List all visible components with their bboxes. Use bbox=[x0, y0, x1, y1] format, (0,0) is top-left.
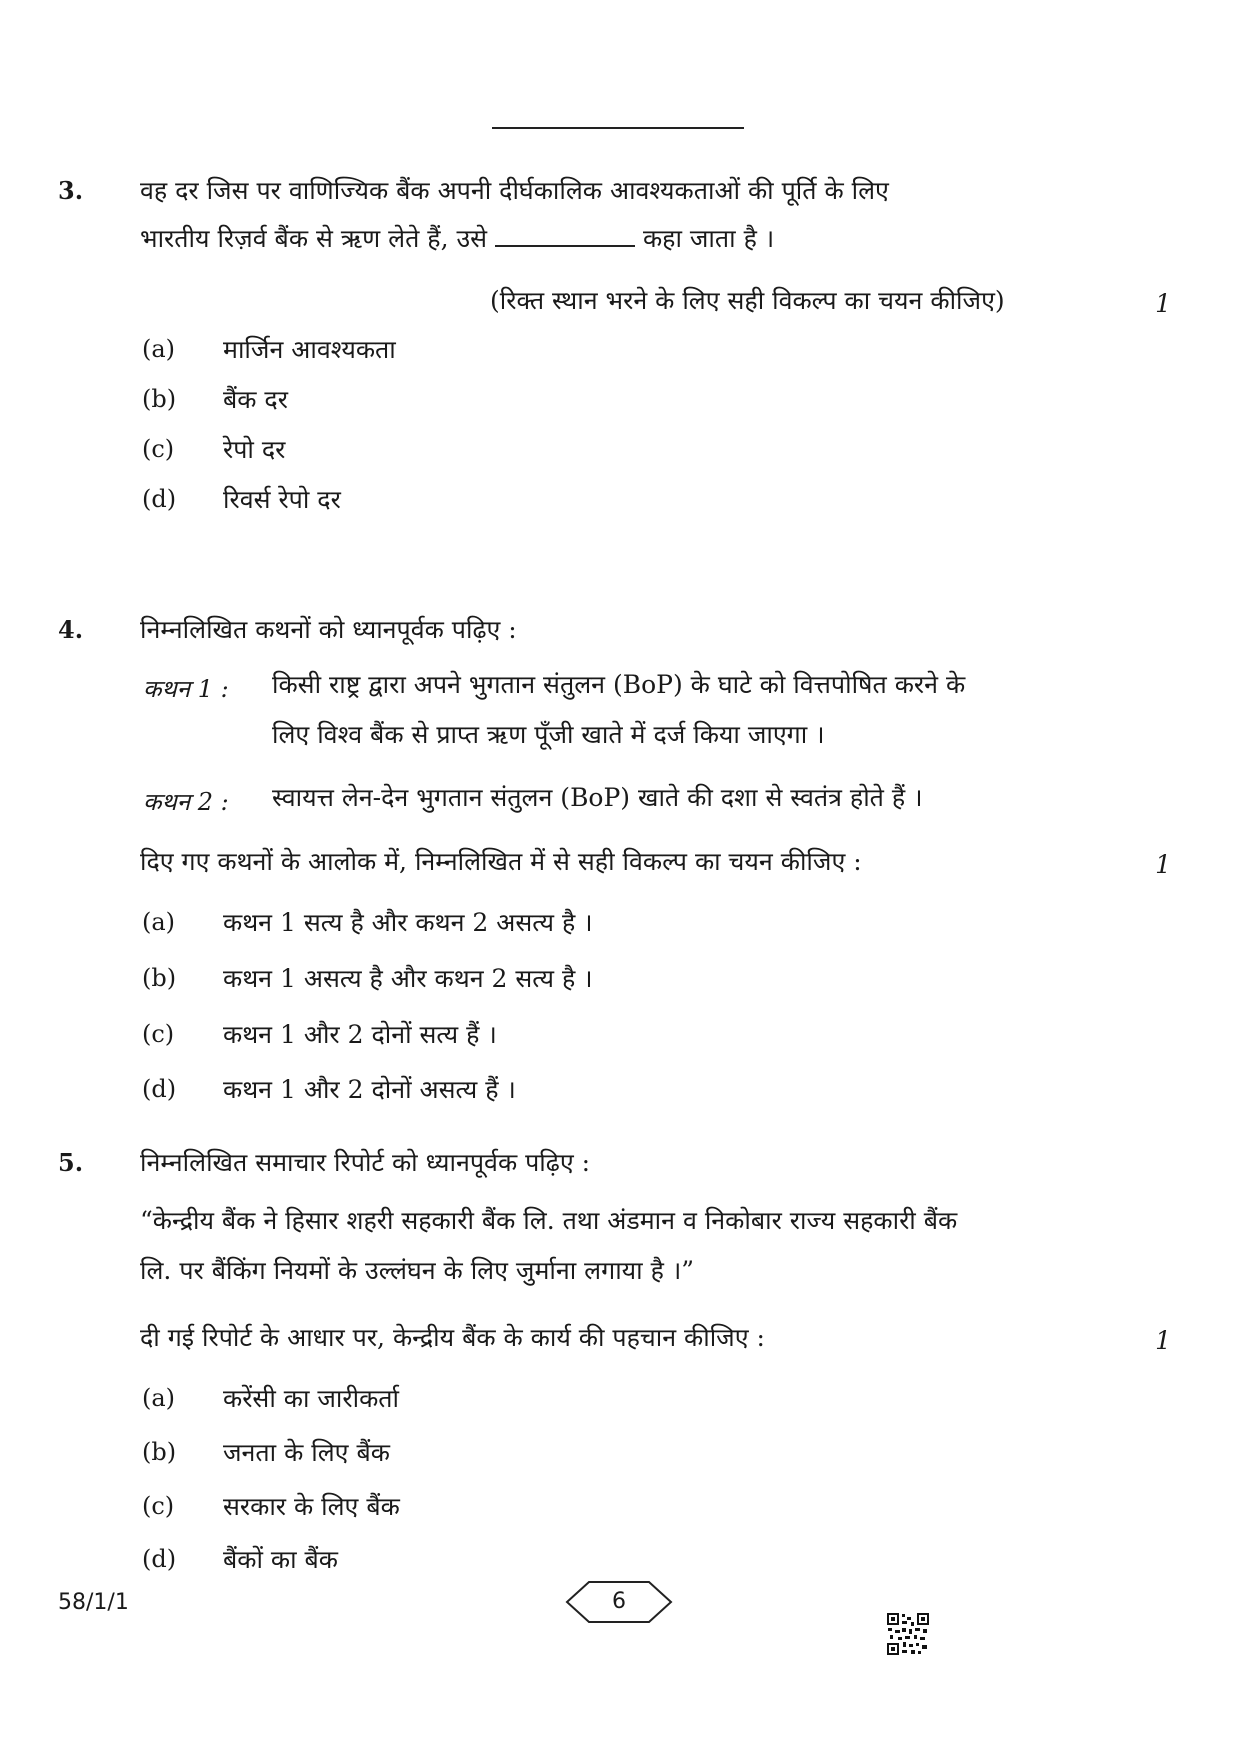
statement-1-line-1: किसी राष्ट्र द्वारा अपने भुगतान संतुलन (BoP) के घाटे को वित्तपोषित करने के bbox=[272, 670, 966, 699]
question-4-option-c-text: कथन 1 और 2 दोनों सत्य हैं । bbox=[223, 1020, 497, 1049]
page-number: 6 bbox=[612, 1589, 626, 1614]
statement-1-label: कथन 1 : bbox=[143, 675, 229, 703]
question-5-marks: 1 bbox=[1155, 1326, 1171, 1355]
qr-code-icon bbox=[886, 1612, 930, 1656]
question-4-prompt: दिए गए कथनों के आलोक में, निम्नलिखित में से सही विकल्प का चयन कीजिए : bbox=[140, 847, 862, 876]
question-4-number: 4. bbox=[58, 615, 84, 644]
statement-1-line-2: लिए विश्व बैंक से प्राप्त ऋण पूँजी खाते में दर्ज किया जाएगा । bbox=[272, 720, 825, 749]
question-4-option-b-letter: (b) bbox=[142, 964, 177, 992]
question-5-intro: निम्नलिखित समाचार रिपोर्ट को ध्यानपूर्वक पढ़िए : bbox=[140, 1148, 591, 1177]
question-3-option-d-letter: (d) bbox=[142, 485, 177, 513]
top-divider bbox=[492, 127, 744, 129]
question-4-option-a-letter: (a) bbox=[142, 908, 176, 936]
question-3-option-b-text: बैंक दर bbox=[223, 385, 288, 414]
question-4-option-d-text: कथन 1 और 2 दोनों असत्य हैं । bbox=[223, 1075, 516, 1104]
news-quote-line-2: लि. पर बैंकिंग नियमों के उल्लंघन के लिए जुर्माना लगाया है ।” bbox=[140, 1256, 695, 1285]
question-5-option-d-text: बैंकों का बैंक bbox=[223, 1545, 338, 1574]
question-3-option-b-letter: (b) bbox=[142, 385, 177, 413]
question-4-option-b-text: कथन 1 असत्य है और कथन 2 सत्य है । bbox=[223, 964, 593, 993]
question-3-option-c-letter: (c) bbox=[142, 435, 175, 463]
question-3-option-d-text: रिवर्स रेपो दर bbox=[223, 485, 341, 514]
question-5-option-d-letter: (d) bbox=[142, 1545, 177, 1573]
question-4-marks: 1 bbox=[1155, 850, 1171, 879]
question-3-line-2 bbox=[140, 214, 774, 264]
question-3-marks: 1 bbox=[1155, 289, 1171, 318]
question-5-number: 5. bbox=[58, 1148, 84, 1177]
question-4-intro: निम्नलिखित कथनों को ध्यानपूर्वक पढ़िए : bbox=[140, 615, 517, 644]
question-3-line-1: वह दर जिस पर वाणिज्यिक बैंक अपनी दीर्घकालिक आवश्यकताओं की पूर्ति के लिए bbox=[140, 176, 889, 205]
question-4-option-c-letter: (c) bbox=[142, 1020, 175, 1048]
page-number-badge bbox=[565, 1580, 673, 1624]
question-5-option-b-letter: (b) bbox=[142, 1438, 177, 1466]
question-5-option-c-text: सरकार के लिए बैंक bbox=[223, 1492, 400, 1521]
question-3-option-c-text: रेपो दर bbox=[223, 435, 286, 464]
question-4-option-d-letter: (d) bbox=[142, 1075, 177, 1103]
fill-in-blank bbox=[495, 223, 635, 247]
question-5-option-b-text: जनता के लिए बैंक bbox=[223, 1438, 390, 1467]
statement-2-label: कथन 2 : bbox=[143, 788, 229, 816]
question-3-line-2-before: भारतीय रिज़र्व बैंक से ऋण लेते हैं, उसे bbox=[140, 224, 488, 253]
question-3-number: 3. bbox=[58, 176, 84, 205]
question-5-option-a-text: करेंसी का जारीकर्ता bbox=[223, 1384, 400, 1413]
question-3-line-2-after: कहा जाता है । bbox=[642, 224, 775, 253]
question-5-option-a-letter: (a) bbox=[142, 1384, 176, 1412]
question-5-option-c-letter: (c) bbox=[142, 1492, 175, 1520]
question-5-prompt: दी गई रिपोर्ट के आधार पर, केन्द्रीय बैंक के कार्य की पहचान कीजिए : bbox=[140, 1323, 765, 1352]
statement-2-text: स्वायत्त लेन-देन भुगतान संतुलन (BoP) खाते की दशा से स्वतंत्र होते हैं । bbox=[272, 783, 923, 812]
question-4-option-a-text: कथन 1 सत्य है और कथन 2 असत्य है । bbox=[223, 908, 593, 937]
question-3-option-a-text: मार्जिन आवश्यकता bbox=[223, 335, 396, 364]
news-quote-line-1: “केन्द्रीय बैंक ने हिसार शहरी सहकारी बैंक लि. तथा अंडमान व निकोबार राज्य सहकारी बैंक bbox=[140, 1206, 958, 1235]
question-3-instruction: (रिक्त स्थान भरने के लिए सही विकल्प का चयन कीजिए) bbox=[490, 286, 1005, 315]
paper-code: 58/1/1 bbox=[58, 1590, 129, 1615]
question-3-option-a-letter: (a) bbox=[142, 335, 176, 363]
